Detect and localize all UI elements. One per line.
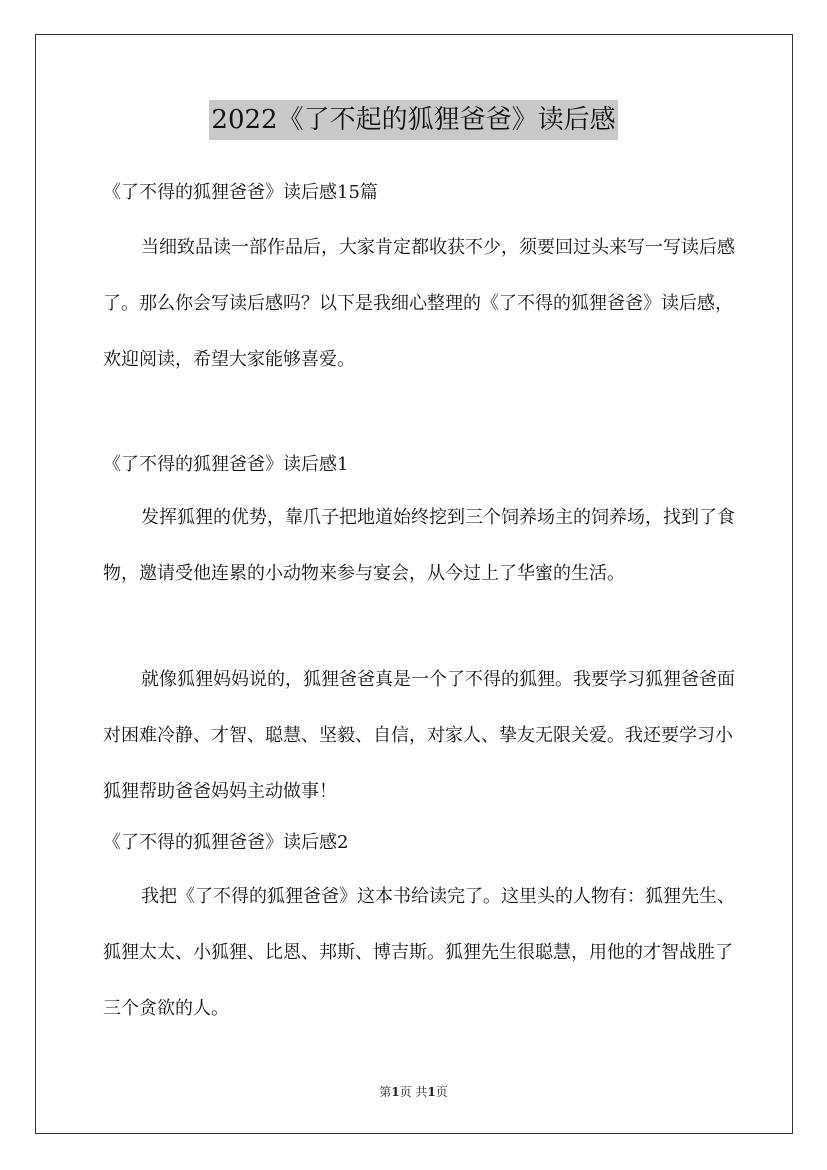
section-2-heading: 《了不得的狐狸爸爸》读后感2: [103, 832, 349, 853]
section-1-paragraph-2: 就像狐狸妈妈说的，狐狸爸爸真是一个了不得的狐狸。我要学习狐狸爸爸面对困难冷静、才智、聪慧、坚毅、自信，对家人、挚友无限关爱。我还要学习小狐狸帮助爸爸妈妈主动做事！: [103, 669, 735, 802]
section-1-paragraph-1: 发挥狐狸的优势，靠爪子把地道始终挖到三个饲养场主的饲养场，找到了食物，邀请受他连累的小动物来参与宴会，从今过上了华蜜的生活。: [103, 507, 735, 584]
section-2-paragraph-1: 我把《了不得的狐狸爸爸》这本书给读完了。这里头的人物有：狐狸先生、狐狸太太、小狐狸、比恩、邦斯、博吉斯。狐狸先生很聪慧，用他的才智战胜了三个贪欲的人。: [103, 886, 735, 1019]
title-container: [0, 100, 827, 140]
document-title: 2022《了不起的狐狸爸爸》读后感: [209, 100, 617, 140]
page-footer: [0, 1083, 827, 1100]
document-subtitle: 《了不得的狐狸爸爸》读后感15篇: [103, 182, 378, 203]
footer-mid: 页 共: [399, 1085, 428, 1099]
footer-page-current: 1: [391, 1085, 400, 1099]
footer-prefix: 第: [379, 1085, 392, 1099]
intro-paragraph: 当细致品读一部作品后，大家肯定都收获不少，须要回过头来写一写读后感了。那么你会写读后感吗？以下是我细心整理的《了不得的狐狸爸爸》读后感，欢迎阅读，希望大家能够喜爱。: [103, 237, 735, 370]
section-1-heading: 《了不得的狐狸爸爸》读后感1: [103, 454, 349, 475]
footer-page-total: 1: [427, 1085, 436, 1099]
footer-suffix: 页: [435, 1085, 448, 1099]
